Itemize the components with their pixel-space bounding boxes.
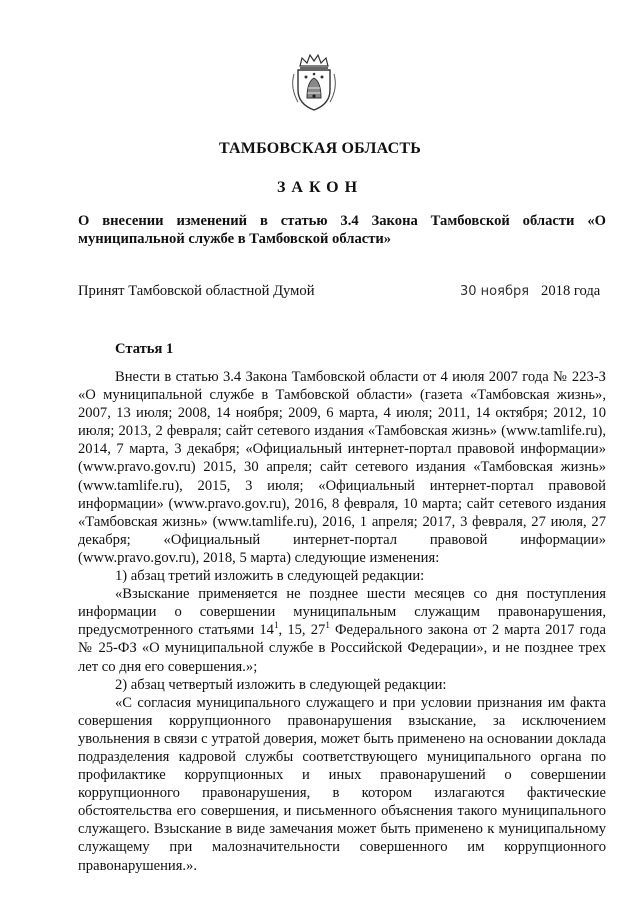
quote1-part-b: , 15, 27	[278, 622, 326, 639]
adoption-year: 2018 года	[541, 283, 601, 299]
superscript-2: 1	[325, 620, 330, 631]
quote1-part-a: «Взыскание применяется не позднее шести месяцев со дня поступления информации о совершении муниципальным служащим правонарушения, предусмотренного статьями 14	[78, 586, 606, 639]
coat-of-arms-icon	[288, 52, 340, 112]
region-title: ТАМБОВСКАЯ ОБЛАСТЬ	[218, 140, 422, 157]
amendment-text-2: «С согласия муниципального служащего и при условии признания им факта совершения коррупционного правонарушения взыскание, за исключением увольнения в связи с утратой доверия, может быть применено на основании доклада подразделения кадровой службы соответствующего муниципального органа по профилактике коррупционных и иных правонарушений о совершении коррупционного правонарушения, в котором излагаются фактические обстоятельства его совершения, и письменного объяснения такого муниципального служащего. Взыскание в виде замечания может быть применено к муниципальному служащему при малозначительности совершенного им коррупционного правонарушения.».	[78, 694, 606, 874]
law-subject: О внесении изменений в статью 3.4 Закона Тамбовской области «О муниципальной службе в Тамбовской области»	[78, 213, 606, 247]
article-intro: Внести в статью 3.4 Закона Тамбовской области от 4 июля 2007 года № 223-З «О муниципальной службе в Тамбовской области» (газета «Тамбовская жизнь», 2007, 13 июля; 2008, 14 ноября; 2009, 6 марта, 4 июля; 2011, 14 октября; 2012, 10 июля; 2013, 2 февраля; сайт сетевого издания «Тамбовская жизнь» (www.tamlife.ru), 2014, 7 марта, 3 декабря; «Официальный интернет-портал правовой информации» (www.pravo.gov.ru) 2015, 30 апреля; сайт сетевого издания «Тамбовская жизнь» (www.tamlife.ru), 2015, 3 июля; «Официальный интернет-портал правовой информации» (www.pravo.gov.ru), 2016, 8 февраля, 10 марта; сайт сетевого издания «Тамбовская жизнь» (www.tamlife.ru), 2016, 1 апреля; 2017, 3 февраля, 27 июля, 27 декабря; «Официальный интернет-портал правовой информации» (www.pravo.gov.ru), 2018, 5 марта) следующие изменения:	[78, 369, 606, 566]
article-body	[78, 368, 606, 875]
superscript-1: 1	[273, 620, 279, 631]
document-type: ЗАКОН	[276, 179, 364, 196]
amendment-text-1	[78, 585, 606, 675]
amendment-item-2: 2) абзац четвертый изложить в следующей редакции:	[115, 676, 447, 693]
quote1-part-c: Федерального закона от 2 марта 2017 года № 25-ФЗ «О муниципальной службе в Российской Федерации», и не позднее трех лет со дня его совершения.»;	[78, 622, 606, 675]
handwritten-date: 30 ноября	[460, 284, 530, 299]
amendment-item-1: 1) абзац третий изложить в следующей редакции:	[115, 568, 425, 585]
article-title: Статья 1	[115, 341, 174, 357]
adoption-label: Принят Тамбовской областной Думой	[78, 283, 315, 299]
adoption-date	[460, 283, 600, 300]
